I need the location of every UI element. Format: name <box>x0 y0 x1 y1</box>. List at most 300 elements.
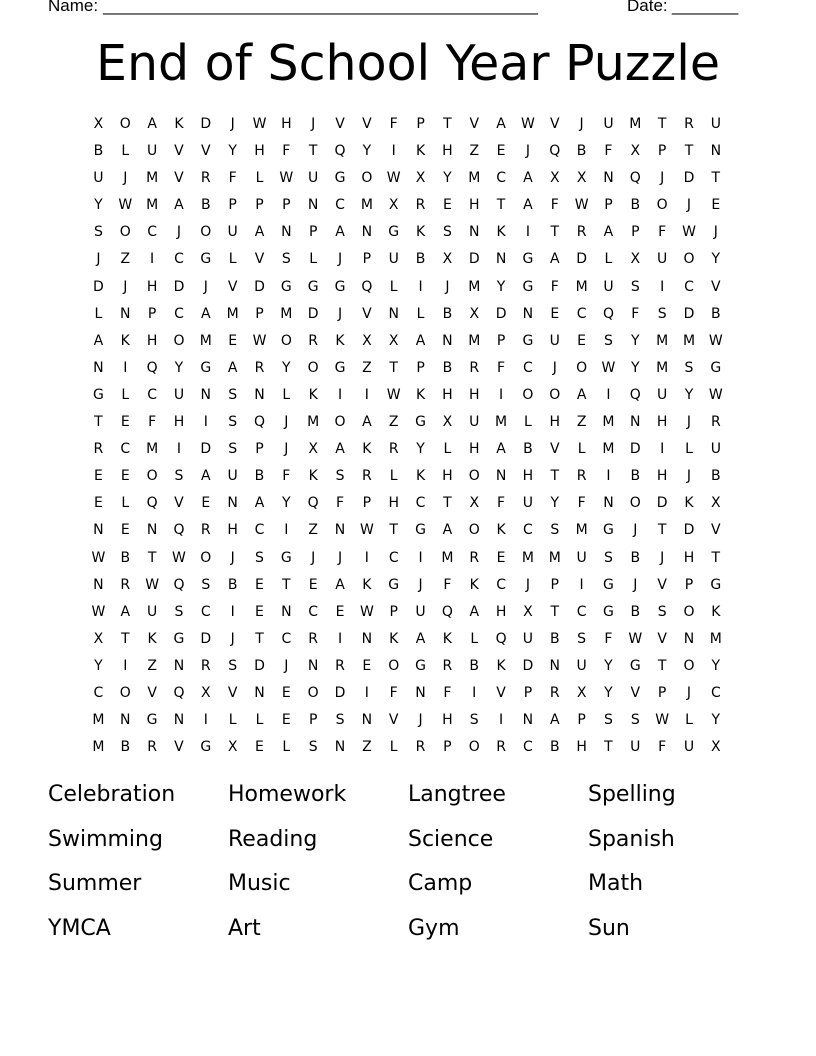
date-field[interactable]: _______ <box>672 0 739 15</box>
grid-letter[interactable]: H <box>468 197 480 214</box>
grid-letter[interactable]: S <box>228 441 238 458</box>
grid-letter[interactable]: F <box>335 495 345 512</box>
grid-letter[interactable]: U <box>388 251 399 268</box>
grid-letter[interactable]: K <box>120 332 130 349</box>
grid-letter[interactable]: A <box>201 305 211 322</box>
grid-letter[interactable]: Q <box>334 143 346 160</box>
grid-letter[interactable]: N <box>334 739 346 756</box>
grid-letter[interactable]: P <box>255 441 264 458</box>
grid-letter[interactable]: P <box>631 224 640 241</box>
grid-letter[interactable]: T <box>550 224 560 241</box>
grid-letter[interactable]: S <box>684 359 694 376</box>
grid-letter[interactable]: Z <box>120 251 131 268</box>
grid-letter[interactable]: M <box>656 332 669 349</box>
grid-letter[interactable]: G <box>200 359 212 376</box>
grid-letter[interactable]: P <box>550 576 559 593</box>
grid-letter[interactable]: C <box>147 386 157 403</box>
grid-letter[interactable]: W <box>708 332 723 349</box>
grid-letter[interactable]: R <box>684 116 694 132</box>
grid-letter[interactable]: O <box>200 549 212 566</box>
grid-letter[interactable]: I <box>364 386 369 403</box>
grid-letter[interactable]: M <box>441 549 454 566</box>
grid-letter[interactable]: H <box>683 549 695 566</box>
grid-letter[interactable]: X <box>711 495 721 512</box>
grid-letter[interactable]: R <box>415 197 426 214</box>
grid-letter[interactable]: X <box>442 251 453 268</box>
grid-letter[interactable]: L <box>282 386 291 403</box>
grid-letter[interactable]: S <box>228 414 238 431</box>
grid-letter[interactable]: P <box>255 197 264 214</box>
grid-letter[interactable]: S <box>630 278 640 295</box>
grid-letter[interactable]: X <box>415 170 426 187</box>
grid-letter[interactable]: M <box>602 414 615 431</box>
grid-letter[interactable]: W <box>708 386 723 403</box>
grid-letter[interactable]: N <box>200 386 212 403</box>
grid-letter[interactable]: Y <box>550 495 560 512</box>
grid-letter[interactable]: A <box>254 495 265 512</box>
grid-letter[interactable]: P <box>308 224 318 241</box>
grid-letter[interactable]: B <box>120 739 131 756</box>
grid-letter[interactable]: J <box>96 251 101 268</box>
grid-letter[interactable]: N <box>173 712 185 729</box>
grid-letter[interactable]: F <box>389 684 398 701</box>
grid-letter[interactable]: E <box>201 495 211 512</box>
grid-letter[interactable]: I <box>525 224 530 241</box>
grid-letter[interactable]: N <box>93 359 104 376</box>
grid-letter[interactable]: N <box>630 414 641 431</box>
grid-letter[interactable]: J <box>176 224 182 241</box>
grid-letter[interactable]: F <box>604 143 613 160</box>
grid-letter[interactable]: U <box>683 739 695 756</box>
grid-letter[interactable]: H <box>146 278 158 295</box>
grid-letter[interactable]: L <box>524 414 532 431</box>
grid-letter[interactable]: V <box>549 116 560 132</box>
grid-letter[interactable]: V <box>388 712 399 729</box>
grid-letter[interactable]: P <box>684 576 694 593</box>
grid-letter[interactable]: T <box>657 116 667 132</box>
grid-letter[interactable]: L <box>228 251 237 268</box>
grid-letter[interactable]: G <box>603 603 614 620</box>
grid-letter[interactable]: Q <box>629 386 641 403</box>
grid-letter[interactable]: D <box>254 278 265 295</box>
grid-letter[interactable]: R <box>469 549 480 566</box>
grid-letter[interactable]: N <box>120 712 131 729</box>
grid-letter[interactable]: V <box>174 739 184 756</box>
grid-letter[interactable]: D <box>200 630 212 647</box>
grid-letter[interactable]: B <box>442 305 453 322</box>
grid-letter[interactable]: P <box>389 603 398 620</box>
grid-letter[interactable]: G <box>334 278 346 295</box>
grid-letter[interactable]: J <box>633 576 638 593</box>
grid-letter[interactable]: O <box>119 684 131 701</box>
grid-letter[interactable]: D <box>656 495 668 512</box>
grid-letter[interactable]: Q <box>495 630 507 647</box>
grid-letter[interactable]: H <box>576 739 587 756</box>
grid-letter[interactable]: A <box>523 197 533 214</box>
grid-letter[interactable]: B <box>576 143 587 160</box>
grid-letter[interactable]: N <box>495 468 507 485</box>
grid-letter[interactable]: C <box>281 630 292 647</box>
grid-letter[interactable]: J <box>633 522 638 539</box>
grid-letter[interactable]: I <box>499 386 504 403</box>
grid-letter[interactable]: W <box>521 116 535 132</box>
grid-letter[interactable]: D <box>495 305 507 322</box>
grid-letter[interactable]: E <box>255 603 264 620</box>
grid-letter[interactable]: R <box>710 414 721 431</box>
grid-letter[interactable]: B <box>549 630 560 647</box>
grid-letter[interactable]: Y <box>416 441 425 458</box>
grid-letter[interactable]: G <box>173 630 185 647</box>
grid-letter[interactable]: R <box>361 468 372 485</box>
grid-letter[interactable]: W <box>655 712 670 729</box>
grid-letter[interactable]: C <box>93 684 104 701</box>
grid-letter[interactable]: E <box>281 684 291 701</box>
grid-letter[interactable]: V <box>227 684 238 701</box>
grid-letter[interactable]: X <box>362 332 372 349</box>
grid-letter[interactable]: A <box>335 224 345 241</box>
grid-letter[interactable]: G <box>522 251 534 268</box>
grid-letter[interactable]: V <box>549 441 560 458</box>
grid-letter[interactable]: R <box>147 739 157 756</box>
grid-letter[interactable]: N <box>334 522 346 539</box>
grid-letter[interactable]: E <box>120 522 130 539</box>
grid-letter[interactable]: S <box>604 332 613 349</box>
grid-letter[interactable]: N <box>254 386 265 403</box>
grid-letter[interactable]: O <box>468 739 480 756</box>
grid-letter[interactable]: S <box>630 712 640 729</box>
grid-letter[interactable]: K <box>415 143 426 160</box>
grid-letter[interactable]: J <box>123 278 128 295</box>
grid-letter[interactable]: K <box>308 468 318 485</box>
grid-letter[interactable]: M <box>92 712 105 729</box>
grid-letter[interactable]: B <box>630 603 641 620</box>
grid-letter[interactable]: W <box>252 332 267 349</box>
grid-letter[interactable]: Y <box>174 359 184 376</box>
grid-letter[interactable]: R <box>388 441 399 458</box>
grid-letter[interactable]: B <box>469 657 480 674</box>
grid-letter[interactable]: L <box>121 386 130 403</box>
grid-letter[interactable]: U <box>710 116 721 132</box>
grid-letter[interactable]: C <box>174 251 184 268</box>
grid-letter[interactable]: P <box>308 712 318 729</box>
grid-letter[interactable]: M <box>307 414 320 431</box>
grid-letter[interactable]: N <box>93 576 104 593</box>
grid-letter[interactable]: I <box>123 359 128 376</box>
grid-letter[interactable]: A <box>415 332 426 349</box>
grid-letter[interactable]: O <box>200 224 212 241</box>
grid-letter[interactable]: V <box>469 116 480 132</box>
grid-letter[interactable]: M <box>468 170 481 187</box>
grid-letter[interactable]: H <box>227 522 238 539</box>
grid-letter[interactable]: A <box>335 441 345 458</box>
grid-letter[interactable]: Q <box>253 414 265 431</box>
grid-letter[interactable]: J <box>230 116 235 132</box>
grid-letter[interactable]: C <box>710 684 721 701</box>
grid-letter[interactable]: E <box>711 197 721 214</box>
grid-letter[interactable]: W <box>359 603 374 620</box>
grid-letter[interactable]: I <box>499 712 504 729</box>
grid-letter[interactable]: O <box>522 386 534 403</box>
grid-letter[interactable]: B <box>442 359 453 376</box>
grid-letter[interactable]: K <box>496 224 506 241</box>
grid-letter[interactable]: R <box>469 359 480 376</box>
grid-letter[interactable]: U <box>469 414 480 431</box>
grid-letter[interactable]: H <box>442 712 453 729</box>
grid-letter[interactable]: L <box>685 441 693 458</box>
grid-letter[interactable]: Y <box>631 359 640 376</box>
grid-letter[interactable]: F <box>550 197 559 214</box>
grid-letter[interactable]: D <box>307 305 319 322</box>
grid-letter[interactable]: W <box>682 224 696 241</box>
grid-letter[interactable]: R <box>335 657 345 674</box>
grid-letter[interactable]: I <box>472 684 477 701</box>
grid-letter[interactable]: V <box>496 684 506 701</box>
grid-letter[interactable]: B <box>415 251 426 268</box>
grid-letter[interactable]: P <box>282 197 291 214</box>
grid-letter[interactable]: L <box>604 251 613 268</box>
grid-letter[interactable]: M <box>468 332 481 349</box>
grid-letter[interactable]: O <box>307 684 319 701</box>
grid-letter[interactable]: J <box>311 116 316 132</box>
grid-letter[interactable]: J <box>525 143 530 160</box>
grid-letter[interactable]: S <box>93 224 103 241</box>
grid-letter[interactable]: W <box>252 116 267 132</box>
grid-letter[interactable]: E <box>308 576 318 593</box>
grid-letter[interactable]: F <box>228 170 237 187</box>
grid-letter[interactable]: L <box>94 305 103 322</box>
grid-letter[interactable]: D <box>173 278 185 295</box>
grid-letter[interactable]: V <box>174 170 184 187</box>
grid-letter[interactable]: C <box>576 305 587 322</box>
grid-letter[interactable]: E <box>442 197 452 214</box>
grid-letter[interactable]: S <box>308 739 318 756</box>
grid-letter[interactable]: G <box>280 549 292 566</box>
grid-letter[interactable]: U <box>227 224 238 241</box>
grid-letter[interactable]: T <box>657 522 667 539</box>
grid-letter[interactable]: W <box>91 549 106 566</box>
grid-letter[interactable]: A <box>415 630 426 647</box>
grid-letter[interactable]: A <box>442 522 453 539</box>
grid-letter[interactable]: L <box>685 712 693 729</box>
grid-letter[interactable]: T <box>496 197 506 214</box>
grid-letter[interactable]: Y <box>94 197 103 214</box>
grid-letter[interactable]: S <box>228 386 238 403</box>
grid-letter[interactable]: R <box>415 739 426 756</box>
grid-letter[interactable]: J <box>337 305 343 322</box>
grid-letter[interactable]: R <box>308 332 319 349</box>
grid-letter[interactable]: U <box>227 468 238 485</box>
grid-letter[interactable]: R <box>200 170 211 187</box>
grid-letter[interactable]: A <box>523 170 533 187</box>
grid-letter[interactable]: N <box>361 224 373 241</box>
grid-letter[interactable]: J <box>660 549 665 566</box>
grid-letter[interactable]: X <box>469 495 480 512</box>
grid-letter[interactable]: M <box>575 522 588 539</box>
grid-letter[interactable]: J <box>552 359 557 376</box>
grid-letter[interactable]: N <box>173 657 185 674</box>
grid-letter[interactable]: D <box>468 251 480 268</box>
grid-letter[interactable]: L <box>443 441 452 458</box>
grid-letter[interactable]: E <box>335 603 345 620</box>
grid-letter[interactable]: K <box>496 522 506 539</box>
grid-letter[interactable]: G <box>629 657 641 674</box>
grid-letter[interactable]: H <box>388 495 399 512</box>
grid-letter[interactable]: Z <box>388 414 399 431</box>
grid-letter[interactable]: T <box>282 576 291 593</box>
grid-letter[interactable]: P <box>496 332 506 349</box>
grid-letter[interactable]: C <box>254 522 265 539</box>
grid-letter[interactable]: N <box>120 305 131 322</box>
grid-letter[interactable]: G <box>522 278 534 295</box>
grid-letter[interactable]: R <box>93 441 104 458</box>
grid-letter[interactable]: X <box>469 305 480 322</box>
grid-letter[interactable]: V <box>174 143 184 160</box>
grid-letter[interactable]: U <box>603 278 614 295</box>
grid-letter[interactable]: N <box>307 197 319 214</box>
grid-letter[interactable]: U <box>603 116 614 132</box>
grid-letter[interactable]: M <box>575 278 588 295</box>
grid-letter[interactable]: I <box>418 549 423 566</box>
grid-letter[interactable]: K <box>308 386 318 403</box>
grid-letter[interactable]: H <box>495 603 507 620</box>
grid-letter[interactable]: S <box>577 630 587 647</box>
grid-letter[interactable]: P <box>604 197 613 214</box>
grid-letter[interactable]: F <box>577 495 586 512</box>
grid-letter[interactable]: W <box>279 170 294 187</box>
grid-letter[interactable]: L <box>577 441 586 458</box>
grid-letter[interactable]: P <box>228 197 237 214</box>
grid-letter[interactable]: C <box>388 549 399 566</box>
grid-letter[interactable]: H <box>656 414 668 431</box>
grid-letter[interactable]: E <box>255 739 264 756</box>
grid-letter[interactable]: C <box>576 603 587 620</box>
grid-letter[interactable]: A <box>227 359 238 376</box>
grid-letter[interactable]: Q <box>173 576 185 593</box>
grid-letter[interactable]: N <box>683 630 695 647</box>
grid-letter[interactable]: A <box>469 603 480 620</box>
grid-letter[interactable]: L <box>389 278 398 295</box>
grid-letter[interactable]: N <box>227 495 238 512</box>
grid-letter[interactable]: T <box>604 739 613 756</box>
grid-letter[interactable]: G <box>603 522 614 539</box>
grid-letter[interactable]: W <box>172 549 186 566</box>
grid-letter[interactable]: J <box>203 278 208 295</box>
grid-letter[interactable]: B <box>549 739 560 756</box>
grid-letter[interactable]: F <box>497 495 506 512</box>
grid-letter[interactable]: Y <box>711 712 721 729</box>
grid-letter[interactable]: Z <box>147 657 157 674</box>
grid-letter[interactable]: J <box>686 414 692 431</box>
grid-letter[interactable]: F <box>604 630 613 647</box>
grid-letter[interactable]: H <box>254 143 265 160</box>
grid-letter[interactable]: N <box>468 224 480 241</box>
grid-letter[interactable]: J <box>686 684 692 701</box>
grid-letter[interactable]: G <box>146 712 158 729</box>
grid-letter[interactable]: T <box>711 170 721 187</box>
grid-letter[interactable]: K <box>684 495 694 512</box>
grid-letter[interactable]: E <box>228 332 238 349</box>
grid-letter[interactable]: Y <box>282 495 291 512</box>
grid-letter[interactable]: C <box>308 603 319 620</box>
grid-letter[interactable]: R <box>496 739 506 756</box>
grid-letter[interactable]: C <box>684 278 694 295</box>
grid-letter[interactable]: P <box>416 359 425 376</box>
grid-letter[interactable]: I <box>364 684 369 701</box>
grid-letter[interactable]: S <box>174 603 184 620</box>
grid-letter[interactable]: Z <box>576 414 587 431</box>
grid-letter[interactable]: K <box>496 657 506 674</box>
grid-letter[interactable]: Q <box>602 305 614 322</box>
grid-letter[interactable]: F <box>550 278 559 295</box>
grid-letter[interactable]: O <box>119 116 131 132</box>
grid-letter[interactable]: J <box>525 576 530 593</box>
grid-letter[interactable]: D <box>254 657 265 674</box>
grid-letter[interactable]: P <box>657 684 667 701</box>
grid-letter[interactable]: N <box>361 630 373 647</box>
grid-letter[interactable]: K <box>442 630 452 647</box>
grid-letter[interactable]: I <box>364 549 369 566</box>
grid-letter[interactable]: O <box>146 468 158 485</box>
grid-letter[interactable]: I <box>579 576 584 593</box>
grid-letter[interactable]: I <box>230 603 235 620</box>
grid-letter[interactable]: B <box>227 576 238 593</box>
grid-letter[interactable]: X <box>549 170 560 187</box>
grid-letter[interactable]: L <box>389 468 398 485</box>
grid-letter[interactable]: M <box>146 170 159 187</box>
grid-letter[interactable]: T <box>389 359 398 376</box>
grid-letter[interactable]: T <box>550 603 560 620</box>
grid-letter[interactable]: B <box>523 441 533 458</box>
grid-letter[interactable]: W <box>91 603 106 620</box>
grid-letter[interactable]: D <box>200 116 212 132</box>
grid-letter[interactable]: D <box>334 684 346 701</box>
grid-letter[interactable]: I <box>337 630 343 647</box>
grid-letter[interactable]: S <box>469 712 479 729</box>
grid-letter[interactable]: R <box>442 657 453 674</box>
grid-letter[interactable]: O <box>119 224 131 241</box>
grid-letter[interactable]: K <box>389 630 399 647</box>
grid-letter[interactable]: J <box>337 549 343 566</box>
grid-letter[interactable]: G <box>307 278 319 295</box>
grid-letter[interactable]: X <box>576 170 587 187</box>
grid-letter[interactable]: H <box>549 414 561 431</box>
grid-letter[interactable]: R <box>200 522 211 539</box>
grid-letter[interactable]: Y <box>443 170 452 187</box>
grid-letter[interactable]: M <box>521 549 534 566</box>
grid-letter[interactable]: T <box>443 495 452 512</box>
grid-letter[interactable]: M <box>360 197 373 214</box>
grid-letter[interactable]: F <box>497 359 506 376</box>
grid-letter[interactable]: K <box>415 468 426 485</box>
grid-letter[interactable]: H <box>468 386 480 403</box>
grid-letter[interactable]: C <box>496 576 506 593</box>
grid-letter[interactable]: P <box>147 305 157 322</box>
grid-letter[interactable]: V <box>657 576 667 593</box>
grid-letter[interactable]: O <box>629 495 641 512</box>
grid-letter[interactable]: A <box>603 224 614 241</box>
grid-letter[interactable]: I <box>391 143 396 160</box>
grid-letter[interactable]: X <box>93 116 104 132</box>
grid-letter[interactable]: O <box>388 657 400 674</box>
grid-letter[interactable]: T <box>120 630 130 647</box>
grid-letter[interactable]: S <box>174 468 184 485</box>
grid-letter[interactable]: U <box>657 251 668 268</box>
grid-letter[interactable]: U <box>710 441 721 458</box>
grid-letter[interactable]: H <box>442 468 453 485</box>
grid-letter[interactable]: Q <box>146 359 158 376</box>
grid-letter[interactable]: F <box>282 143 291 160</box>
grid-letter[interactable]: G <box>388 576 400 593</box>
